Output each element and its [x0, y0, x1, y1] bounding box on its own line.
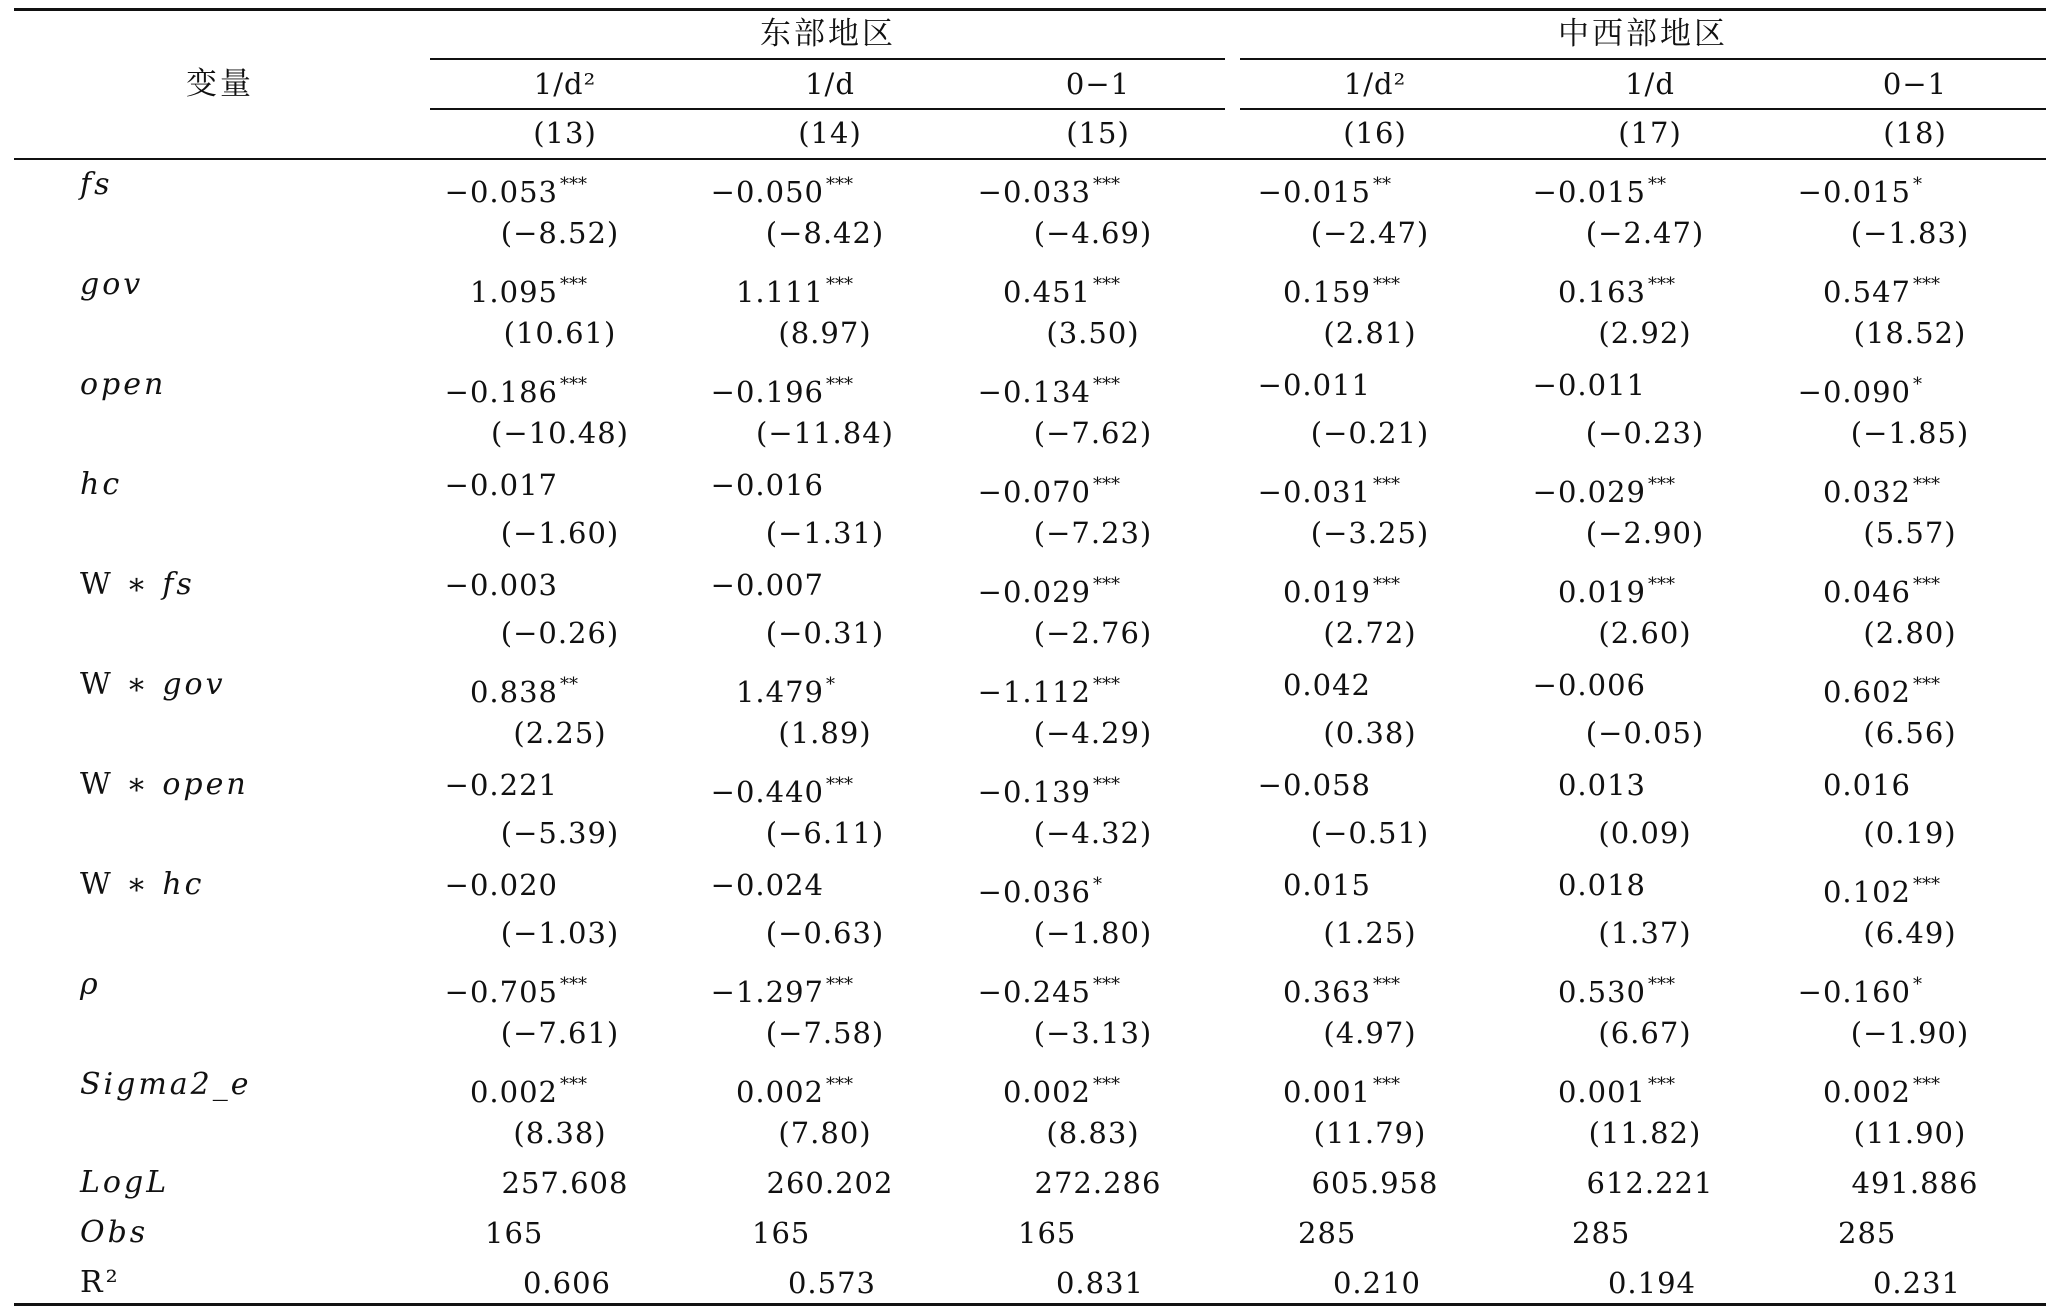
t-statistic-cell: (−1.83): [1850, 216, 1970, 250]
row-label: open: [80, 367, 167, 402]
t-statistic-cell: (−1.80): [1033, 916, 1153, 950]
row-label: fs: [80, 167, 113, 202]
coefficient-cell: 0.001 ***: [1558, 1065, 1690, 1112]
coefficient-cell: −0.015 **: [1533, 165, 1690, 212]
significance-stars: ***: [1093, 774, 1120, 795]
significance-stars: ***: [1093, 974, 1120, 995]
row-label: W ∗ gov: [80, 667, 226, 702]
t-statistic-cell: (2.60): [1598, 616, 1692, 650]
coefficient-cell: −0.024: [710, 868, 824, 902]
t-statistic-cell: (1.25): [1323, 916, 1417, 950]
t-statistic-cell: (−0.51): [1310, 816, 1430, 850]
t-statistic-cell: (6.56): [1863, 716, 1957, 750]
row-label: W ∗ hc: [80, 867, 205, 902]
weight-header-2: 1/d: [805, 67, 855, 101]
t-statistic-cell: (−11.84): [756, 416, 894, 450]
t-statistic-cell: (11.82): [1588, 1116, 1702, 1150]
t-statistic-cell: (3.50): [1046, 316, 1140, 350]
coefficient-cell: −1.112 ***: [978, 665, 1135, 712]
row-label: hc: [80, 467, 123, 502]
group-rule-central-west: [1240, 58, 2046, 60]
t-statistic-cell: (−1.31): [765, 516, 885, 550]
significance-stars: **: [1648, 174, 1666, 195]
significance-stars: ***: [1373, 274, 1400, 295]
coefficient-cell: 0.019 ***: [1283, 565, 1415, 612]
significance-stars: *: [1093, 874, 1102, 895]
coefficient-cell: −0.029 ***: [1533, 465, 1690, 512]
column-number-6: (18): [1883, 116, 1947, 150]
t-statistic-cell: (−6.11): [765, 816, 885, 850]
significance-stars: ***: [1093, 574, 1120, 595]
significance-stars: ***: [1373, 574, 1400, 595]
row-label: W ∗ open: [80, 767, 249, 802]
t-statistic-cell: (2.81): [1323, 316, 1417, 350]
t-statistic-cell: (−2.47): [1585, 216, 1705, 250]
coefficient-cell: −0.245 ***: [978, 965, 1135, 1012]
t-statistic-cell: (2.72): [1323, 616, 1417, 650]
t-statistic-cell: (−0.21): [1310, 416, 1430, 450]
t-statistic-cell: (−7.58): [765, 1016, 885, 1050]
column-number-2: (14): [798, 116, 862, 150]
t-statistic-cell: (1.37): [1598, 916, 1692, 950]
column-number-4: (16): [1343, 116, 1407, 150]
coefficient-cell: −0.015 *: [1798, 165, 1955, 212]
coefficient-cell: 0.013: [1557, 768, 1646, 802]
coefficient-cell: 0.001 ***: [1283, 1065, 1415, 1112]
significance-stars: *: [1913, 174, 1922, 195]
t-statistic-cell: (−2.47): [1310, 216, 1430, 250]
significance-stars: ***: [826, 774, 853, 795]
coefficient-cell: 0.032 ***: [1823, 465, 1955, 512]
t-statistic-cell: (1.89): [778, 716, 872, 750]
coefficient-cell: −0.016: [710, 468, 824, 502]
significance-stars: ***: [826, 274, 853, 295]
coefficient-cell: −0.033 ***: [978, 165, 1135, 212]
t-statistic-cell: (−4.32): [1033, 816, 1153, 850]
t-statistic-cell: (−1.03): [500, 916, 620, 950]
significance-stars: ***: [1648, 974, 1675, 995]
stat-label: R²: [80, 1265, 121, 1300]
row-label: gov: [80, 267, 144, 302]
weight-rule-central-west: [1240, 108, 2046, 110]
coefficient-cell: 0.163 ***: [1558, 265, 1690, 312]
significance-stars: ***: [826, 1074, 853, 1095]
stat-value: 260.202: [766, 1166, 894, 1200]
significance-stars: ***: [1913, 474, 1940, 495]
coefficient-cell: −0.017: [444, 468, 558, 502]
variable-header: 变量: [186, 66, 254, 102]
coefficient-cell: −0.029 ***: [978, 565, 1135, 612]
coefficient-cell: −0.031 ***: [1258, 465, 1415, 512]
significance-stars: ***: [560, 374, 587, 395]
t-statistic-cell: (7.80): [778, 1116, 872, 1150]
weight-header-3: 0−1: [1065, 67, 1131, 101]
t-statistic-cell: (−0.23): [1585, 416, 1705, 450]
t-statistic-cell: (−7.62): [1033, 416, 1153, 450]
significance-stars: ***: [1093, 274, 1120, 295]
t-statistic-cell: (−2.90): [1585, 516, 1705, 550]
header-bottom-rule: [14, 158, 2046, 160]
significance-stars: ***: [560, 1074, 587, 1095]
coefficient-cell: −0.090 *: [1798, 365, 1955, 412]
significance-stars: **: [560, 674, 578, 695]
weight-header-4: 1/d²: [1343, 67, 1407, 101]
row-label: W ∗ fs: [80, 567, 195, 602]
coefficient-cell: −0.020: [444, 868, 558, 902]
stat-value: 272.286: [1034, 1166, 1162, 1200]
t-statistic-cell: (8.38): [513, 1116, 607, 1150]
row-label: ρ: [80, 967, 101, 1002]
coefficient-cell: 0.046 ***: [1823, 565, 1955, 612]
stat-value: 0.210: [1332, 1266, 1422, 1300]
stat-value: 612.221: [1586, 1166, 1714, 1200]
significance-stars: ***: [1648, 274, 1675, 295]
t-statistic-cell: (−0.05): [1585, 716, 1705, 750]
t-statistic-cell: (−4.69): [1033, 216, 1153, 250]
significance-stars: *: [1913, 974, 1922, 995]
significance-stars: ***: [1093, 474, 1120, 495]
coefficient-cell: −0.011: [1257, 368, 1371, 402]
weight-header-5: 1/d: [1625, 67, 1675, 101]
t-statistic-cell: (6.49): [1863, 916, 1957, 950]
t-statistic-cell: (−3.13): [1033, 1016, 1153, 1050]
significance-stars: ***: [1093, 674, 1120, 695]
coefficient-cell: −0.036 *: [978, 865, 1135, 912]
t-statistic-cell: (0.19): [1863, 816, 1957, 850]
stat-value: 285: [1298, 1216, 1357, 1250]
significance-stars: ***: [560, 274, 587, 295]
t-statistic-cell: (−8.52): [500, 216, 620, 250]
significance-stars: ***: [1913, 274, 1940, 295]
coefficient-cell: −0.053 ***: [445, 165, 602, 212]
stat-value: 0.231: [1872, 1266, 1962, 1300]
row-label: Sigma2_e: [80, 1067, 252, 1102]
coefficient-cell: 0.015: [1282, 868, 1371, 902]
coefficient-cell: 0.451 ***: [1003, 265, 1135, 312]
column-number-3: (15): [1066, 116, 1130, 150]
significance-stars: ***: [1648, 574, 1675, 595]
t-statistic-cell: (−0.63): [765, 916, 885, 950]
coefficient-cell: 0.102 ***: [1823, 865, 1955, 912]
stat-value: 0.606: [522, 1266, 612, 1300]
t-statistic-cell: (10.61): [503, 316, 617, 350]
t-statistic-cell: (2.80): [1863, 616, 1957, 650]
coefficient-cell: 0.002 ***: [1823, 1065, 1955, 1112]
coefficient-cell: −0.705 ***: [445, 965, 602, 1012]
coefficient-cell: 0.547 ***: [1823, 265, 1955, 312]
t-statistic-cell: (0.09): [1598, 816, 1692, 850]
stat-value: 0.831: [1055, 1266, 1145, 1300]
coefficient-cell: −1.297 ***: [711, 965, 868, 1012]
stat-value: 257.608: [501, 1166, 629, 1200]
significance-stars: ***: [1648, 1074, 1675, 1095]
coefficient-cell: −0.015 **: [1258, 165, 1415, 212]
coefficient-cell: 0.002 ***: [470, 1065, 602, 1112]
weight-header-6: 0−1: [1882, 67, 1948, 101]
t-statistic-cell: (−5.39): [500, 816, 620, 850]
group-rule-east: [430, 58, 1225, 60]
significance-stars: ***: [1913, 574, 1940, 595]
significance-stars: *: [826, 674, 835, 695]
stat-value: 285: [1838, 1216, 1897, 1250]
stat-value: 491.886: [1851, 1166, 1979, 1200]
t-statistic-cell: (11.90): [1853, 1116, 1967, 1150]
significance-stars: ***: [1373, 1074, 1400, 1095]
coefficient-cell: 0.602 ***: [1823, 665, 1955, 712]
t-statistic-cell: (2.92): [1598, 316, 1692, 350]
coefficient-cell: 0.018: [1557, 868, 1646, 902]
t-statistic-cell: (−10.48): [491, 416, 629, 450]
coefficient-cell: −0.058: [1257, 768, 1371, 802]
stat-value: 0.194: [1607, 1266, 1697, 1300]
coefficient-cell: 1.095 ***: [470, 265, 602, 312]
significance-stars: ***: [1373, 474, 1400, 495]
t-statistic-cell: (8.83): [1046, 1116, 1140, 1150]
coefficient-cell: 0.530 ***: [1558, 965, 1690, 1012]
t-statistic-cell: (−4.29): [1033, 716, 1153, 750]
significance-stars: ***: [1913, 874, 1940, 895]
stat-value: 165: [485, 1216, 544, 1250]
coefficient-cell: 0.838 **: [470, 665, 602, 712]
coefficient-cell: 0.363 ***: [1283, 965, 1415, 1012]
significance-stars: *: [1913, 374, 1922, 395]
t-statistic-cell: (−0.31): [765, 616, 885, 650]
significance-stars: ***: [1093, 1074, 1120, 1095]
t-statistic-cell: (−1.60): [500, 516, 620, 550]
significance-stars: ***: [1093, 174, 1120, 195]
t-statistic-cell: (−7.23): [1033, 516, 1153, 550]
significance-stars: **: [1373, 174, 1391, 195]
coefficient-cell: −0.440 ***: [711, 765, 868, 812]
weight-rule-east: [430, 108, 1225, 110]
stat-value: 165: [752, 1216, 811, 1250]
stat-value: 605.958: [1311, 1166, 1439, 1200]
group-header-central-west: 中西部地区: [1558, 16, 1728, 52]
coefficient-cell: 0.016: [1822, 768, 1911, 802]
coefficient-cell: −0.050 ***: [711, 165, 868, 212]
stat-value: 285: [1572, 1216, 1631, 1250]
coefficient-cell: 1.479 *: [736, 665, 868, 712]
stat-value: 0.573: [787, 1266, 877, 1300]
coefficient-cell: −0.221: [444, 768, 558, 802]
t-statistic-cell: (−0.26): [500, 616, 620, 650]
coefficient-cell: −0.006: [1532, 668, 1646, 702]
significance-stars: ***: [826, 174, 853, 195]
significance-stars: ***: [1913, 674, 1940, 695]
group-header-east: 东部地区: [760, 16, 896, 52]
coefficient-cell: −0.196 ***: [711, 365, 868, 412]
t-statistic-cell: (2.25): [513, 716, 607, 750]
column-number-5: (17): [1618, 116, 1682, 150]
significance-stars: ***: [560, 174, 587, 195]
t-statistic-cell: (−1.85): [1850, 416, 1970, 450]
coefficient-cell: −0.003: [444, 568, 558, 602]
coefficient-cell: 0.002 ***: [1003, 1065, 1135, 1112]
weight-header-1: 1/d²: [533, 67, 597, 101]
t-statistic-cell: (18.52): [1853, 316, 1967, 350]
coefficient-cell: −0.007: [710, 568, 824, 602]
top-rule: [14, 8, 2046, 11]
t-statistic-cell: (4.97): [1323, 1016, 1417, 1050]
t-statistic-cell: (−8.42): [765, 216, 885, 250]
coefficient-cell: 0.019 ***: [1558, 565, 1690, 612]
stat-label: Obs: [80, 1215, 149, 1250]
bottom-rule: [14, 1303, 2046, 1306]
coefficient-cell: −0.070 ***: [978, 465, 1135, 512]
t-statistic-cell: (8.97): [778, 316, 872, 350]
significance-stars: ***: [1913, 1074, 1940, 1095]
stat-label: LogL: [80, 1165, 170, 1200]
t-statistic-cell: (6.67): [1598, 1016, 1692, 1050]
significance-stars: ***: [1093, 374, 1120, 395]
coefficient-cell: 0.042: [1282, 668, 1371, 702]
coefficient-cell: −0.134 ***: [978, 365, 1135, 412]
coefficient-cell: −0.186 ***: [445, 365, 602, 412]
significance-stars: ***: [1373, 974, 1400, 995]
significance-stars: ***: [826, 974, 853, 995]
significance-stars: ***: [1648, 474, 1675, 495]
significance-stars: ***: [560, 974, 587, 995]
coefficient-cell: −0.011: [1532, 368, 1646, 402]
t-statistic-cell: (5.57): [1863, 516, 1957, 550]
coefficient-cell: 1.111 ***: [736, 265, 868, 312]
coefficient-cell: 0.159 ***: [1283, 265, 1415, 312]
t-statistic-cell: (11.79): [1313, 1116, 1427, 1150]
coefficient-cell: −0.139 ***: [978, 765, 1135, 812]
t-statistic-cell: (−3.25): [1310, 516, 1430, 550]
stat-value: 165: [1018, 1216, 1077, 1250]
column-number-1: (13): [533, 116, 597, 150]
t-statistic-cell: (−7.61): [500, 1016, 620, 1050]
t-statistic-cell: (−1.90): [1850, 1016, 1970, 1050]
t-statistic-cell: (0.38): [1323, 716, 1417, 750]
coefficient-cell: −0.160 *: [1798, 965, 1955, 1012]
t-statistic-cell: (−2.76): [1033, 616, 1153, 650]
significance-stars: ***: [826, 374, 853, 395]
coefficient-cell: 0.002 ***: [736, 1065, 868, 1112]
